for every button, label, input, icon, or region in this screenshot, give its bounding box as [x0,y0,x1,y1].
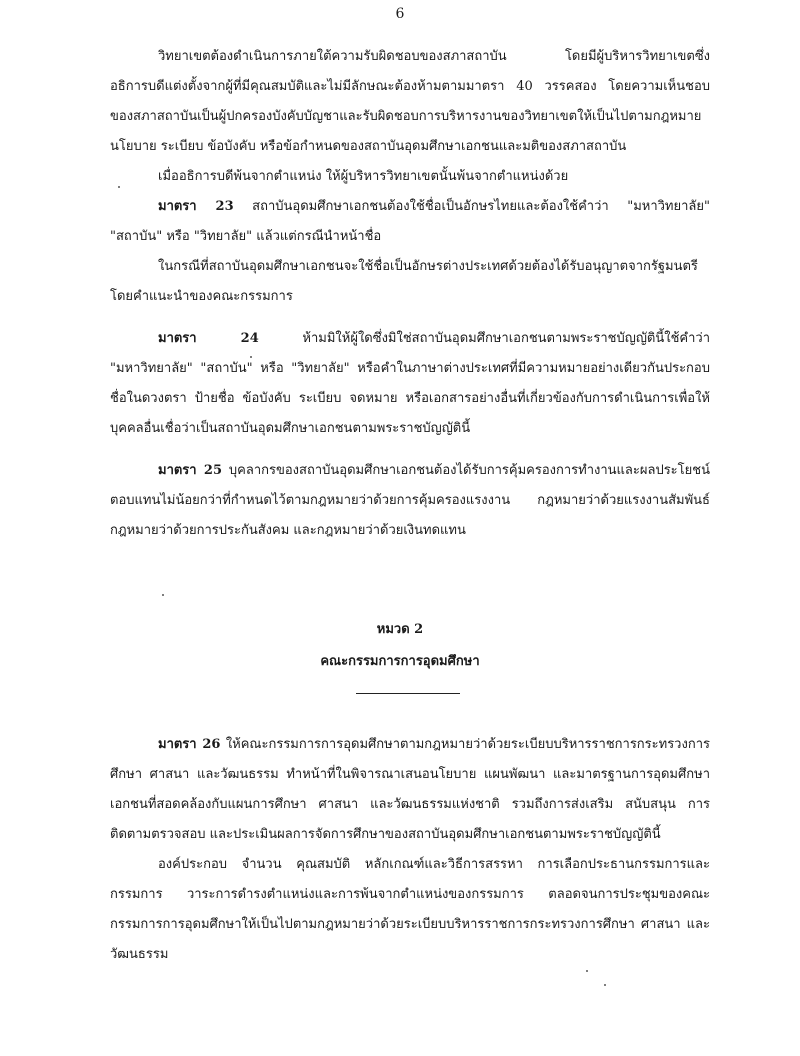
section-24-paragraph [110,324,710,444]
scan-speck [586,970,588,972]
chapter-title: คณะกรรมการการอุดมศึกษา [320,654,480,669]
section-24-text: ห้ามมิให้ผู้ใดซึ่งมิใช่สถาบันอุดมศึกษาเอกชนตามพระราชบัญญัตินี้ใช้คำว่า "มหาวิทยาลัย" "สถาบัน" หรือ "วิทยาลัย" หรือคำในภาษาต่างประเทศที่มีความหมายอย่างเดียวกันประกอบชื่อในดวงตรา ป้ายชื่อ ข้อบังคับ ระเบียบ จดหมาย หรือเอกสารอย่างอื่นที่เกี่ยวข้องกับการดำเนินการเพื่อให้บุคคลอื่นเชื่อว่าเป็นสถาบันอุดมศึกษาเอกชนตามพระราชบัญญัตินี้ [110,331,710,436]
section-23-number: มาตรา 23 [158,199,234,214]
scan-speck [162,594,164,596]
scan-speck [250,356,252,358]
section-26-second-paragraph: องค์ประกอบ จำนวน คุณสมบัติ หลักเกณฑ์และวิธีการสรรหา การเลือกประธานกรรมการและกรรมการ วาระการดำรงตำแหน่งและการพ้นจากตำแหน่งของกรรมการ ตลอดจนการประชุมของคณะกรรมการการอุดมศึกษาให้เป็นไปตามกฎหมายว่าด้วยระเบียบบริหารราชการกระทรวงการศึกษา ศาสนา และวัฒนธรรม [110,857,710,962]
paragraph-campus-admin: วิทยาเขตต้องดำเนินการภายใต้ความรับผิดชอบของสภาสถาบัน โดยมีผู้บริหารวิทยาเขตซึ่งอธิการบดีแต่งตั้งจากผู้ที่มีคุณสมบัติและไม่มีลักษณะต้องห้ามตามมาตรา 40 วรรคสอง โดยความเห็นชอบของสภาสถาบันเป็นผู้ปกครองบังคับบัญชาและรับผิดชอบการบริหารงานของวิทยาเขตให้เป็นไปตามกฎหมาย นโยบาย ระเบียบ ข้อบังคับ หรือข้อกำหนดของสถาบันอุดมศึกษาเอกชนและมติของสภาสถาบัน [110,49,710,154]
section-23-text: สถาบันอุดมศึกษาเอกชนต้องใช้ชื่อเป็นอักษรไทยและต้องใช้คำว่า "มหาวิทยาลัย" "สถาบัน" หรือ "วิทยาลัย" แล้วแต่กรณีนำหน้าชื่อ [110,199,710,244]
section-26-number: มาตรา 26 [158,737,221,752]
section-25-text: บุคลากรของสถาบันอุดมศึกษาเอกชนต้องได้รับการคุ้มครองการทำงานและผลประโยชน์ตอบแทนไม่น้อยกว่าที่กำหนดไว้ตามกฎหมายว่าด้วยการคุ้มครองแรงงาน กฎหมายว่าด้วยแรงงานสัมพันธ์ กฎหมายว่าด้วยการประกันสังคม และกฎหมายว่าด้วยเงินทดแทน [110,463,710,538]
section-24-number: มาตรา 24 [158,331,259,346]
paragraph-rector-leaves: เมื่ออธิการบดีพ้นจากตำแหน่ง ให้ผู้บริหารวิทยาเขตนั้นพ้นจากตำแหน่งด้วย [158,169,569,184]
section-25-paragraph [110,456,710,546]
scan-speck [118,186,120,188]
chapter-divider [356,693,460,694]
page-number: 6 [395,6,405,22]
section-26-paragraph [110,730,710,850]
scan-speck [604,984,606,986]
section-25-number: มาตรา 25 [158,463,222,478]
chapter-label: หมวด 2 [376,622,424,637]
body-text-top [110,42,710,546]
section-23-second-paragraph: ในกรณีที่สถาบันอุดมศึกษาเอกชนจะใช้ชื่อเป็นอักษรต่างประเทศด้วยต้องได้รับอนุญาตจากรัฐมนตรีโดยคำแนะนำของคณะกรรมการ [110,259,698,304]
section-23-paragraph [110,192,710,252]
body-text-bottom [110,730,710,970]
section-26-text: ให้คณะกรรมการการอุดมศึกษาตามกฎหมายว่าด้วยระเบียบบริหารราชการกระทรวงการศึกษา ศาสนา และวัฒนธรรม ทำหน้าที่ในพิจารณาเสนอนโยบาย แผนพัฒนา และมาตรฐานการอุดมศึกษาเอกชนที่สอดคล้องกับแผนการศึกษา ศาสนา และวัฒนธรรมแห่งชาติ รวมถึงการส่งเสริม สนับสนุน การติดตามตรวจสอบ และประเมินผลการจัดการศึกษาของสถาบันอุดมศึกษาเอกชนตามพระราชบัญญัตินี้ [110,737,710,842]
